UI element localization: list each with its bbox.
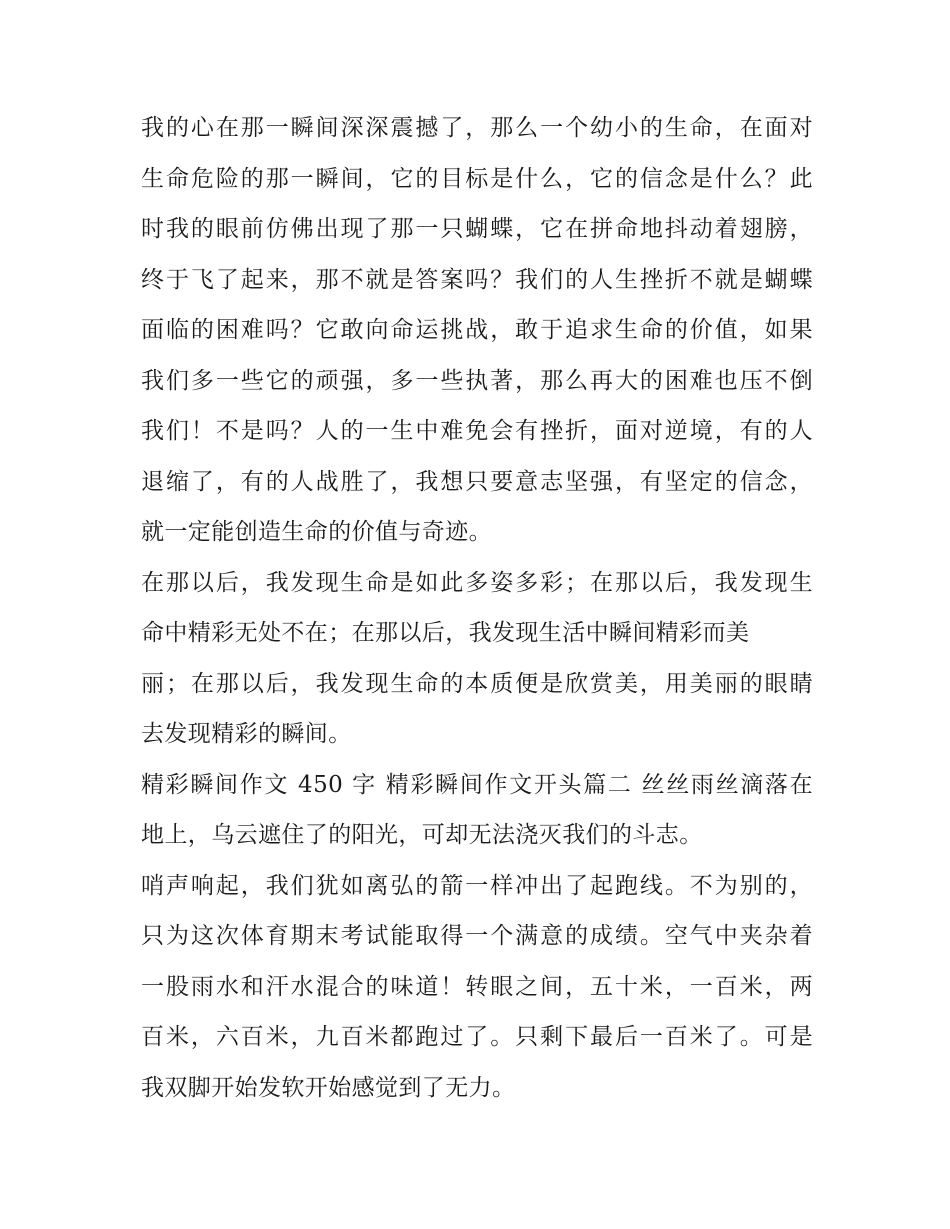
paragraph-4 <box>141 861 813 1114</box>
text-line: 面临的困难吗？它敢向命运挑战，敢于追求生命的价值，如果 <box>141 317 813 343</box>
text-line: 命中精彩无处不在；在那以后，我发现生活中瞬间精彩而美 <box>141 620 750 646</box>
text-line: 终于飞了起来，那不就是答案吗？我们的人生挫折不就是蝴蝶 <box>141 266 813 293</box>
text-line: 时我的眼前仿佛出现了那一只蝴蝶，它在拼命地抖动着翅膀， <box>141 216 813 242</box>
text-line: 在那以后，我发现生命是如此多姿多彩；在那以后，我发现生 <box>141 569 813 596</box>
text-line: 我的心在那一瞬间深深震撼了，那么一个幼小的生命，在面对 <box>141 115 813 141</box>
text-line: 我双脚开始发软开始感觉到了无力。 <box>141 1074 516 1101</box>
text-line: 我们！不是吗？人的一生中难免会有挫折，面对逆境，有的人 <box>141 418 813 444</box>
text-line: 精彩瞬间作文 450 字 精彩瞬间作文开头篇二 丝丝雨丝滴落在 <box>141 771 813 798</box>
text-line: 只为这次体育期末考试能取得一个满意的成绩。空气中夹杂着 <box>141 923 813 949</box>
text-line: 我们多一些它的顽强，多一些执著，那么再大的困难也压不倒 <box>141 367 813 394</box>
text-line: 哨声响起，我们犹如离弘的箭一样冲出了起跑线。不为别的， <box>141 872 813 899</box>
text-line: 就一定能创造生命的价值与奇迹。 <box>141 519 492 545</box>
paragraph-3 <box>141 760 813 861</box>
text-line: 去发现精彩的瞬间。 <box>141 721 352 747</box>
document-body <box>141 103 813 1113</box>
text-line: 地上，乌云遮住了的阳光，可却无法浇灭我们的斗志。 <box>141 822 703 848</box>
text-line: 一股雨水和汗水混合的味道！转眼之间，五十米，一百米，两 <box>141 973 813 1000</box>
text-line: 百米，六百米，九百米都跑过了。只剩下最后一百米了。可是 <box>141 1024 813 1050</box>
paragraph-1 <box>141 103 813 558</box>
paragraph-2 <box>141 558 813 760</box>
text-line: 丽；在那以后，我发现生命的本质便是欣赏美，用美丽的眼睛 <box>141 670 813 697</box>
text-line: 生命危险的那一瞬间，它的目标是什么，它的信念是什么？此 <box>141 165 813 192</box>
text-line: 退缩了，有的人战胜了，我想只要意志坚强，有坚定的信念， <box>141 468 813 495</box>
